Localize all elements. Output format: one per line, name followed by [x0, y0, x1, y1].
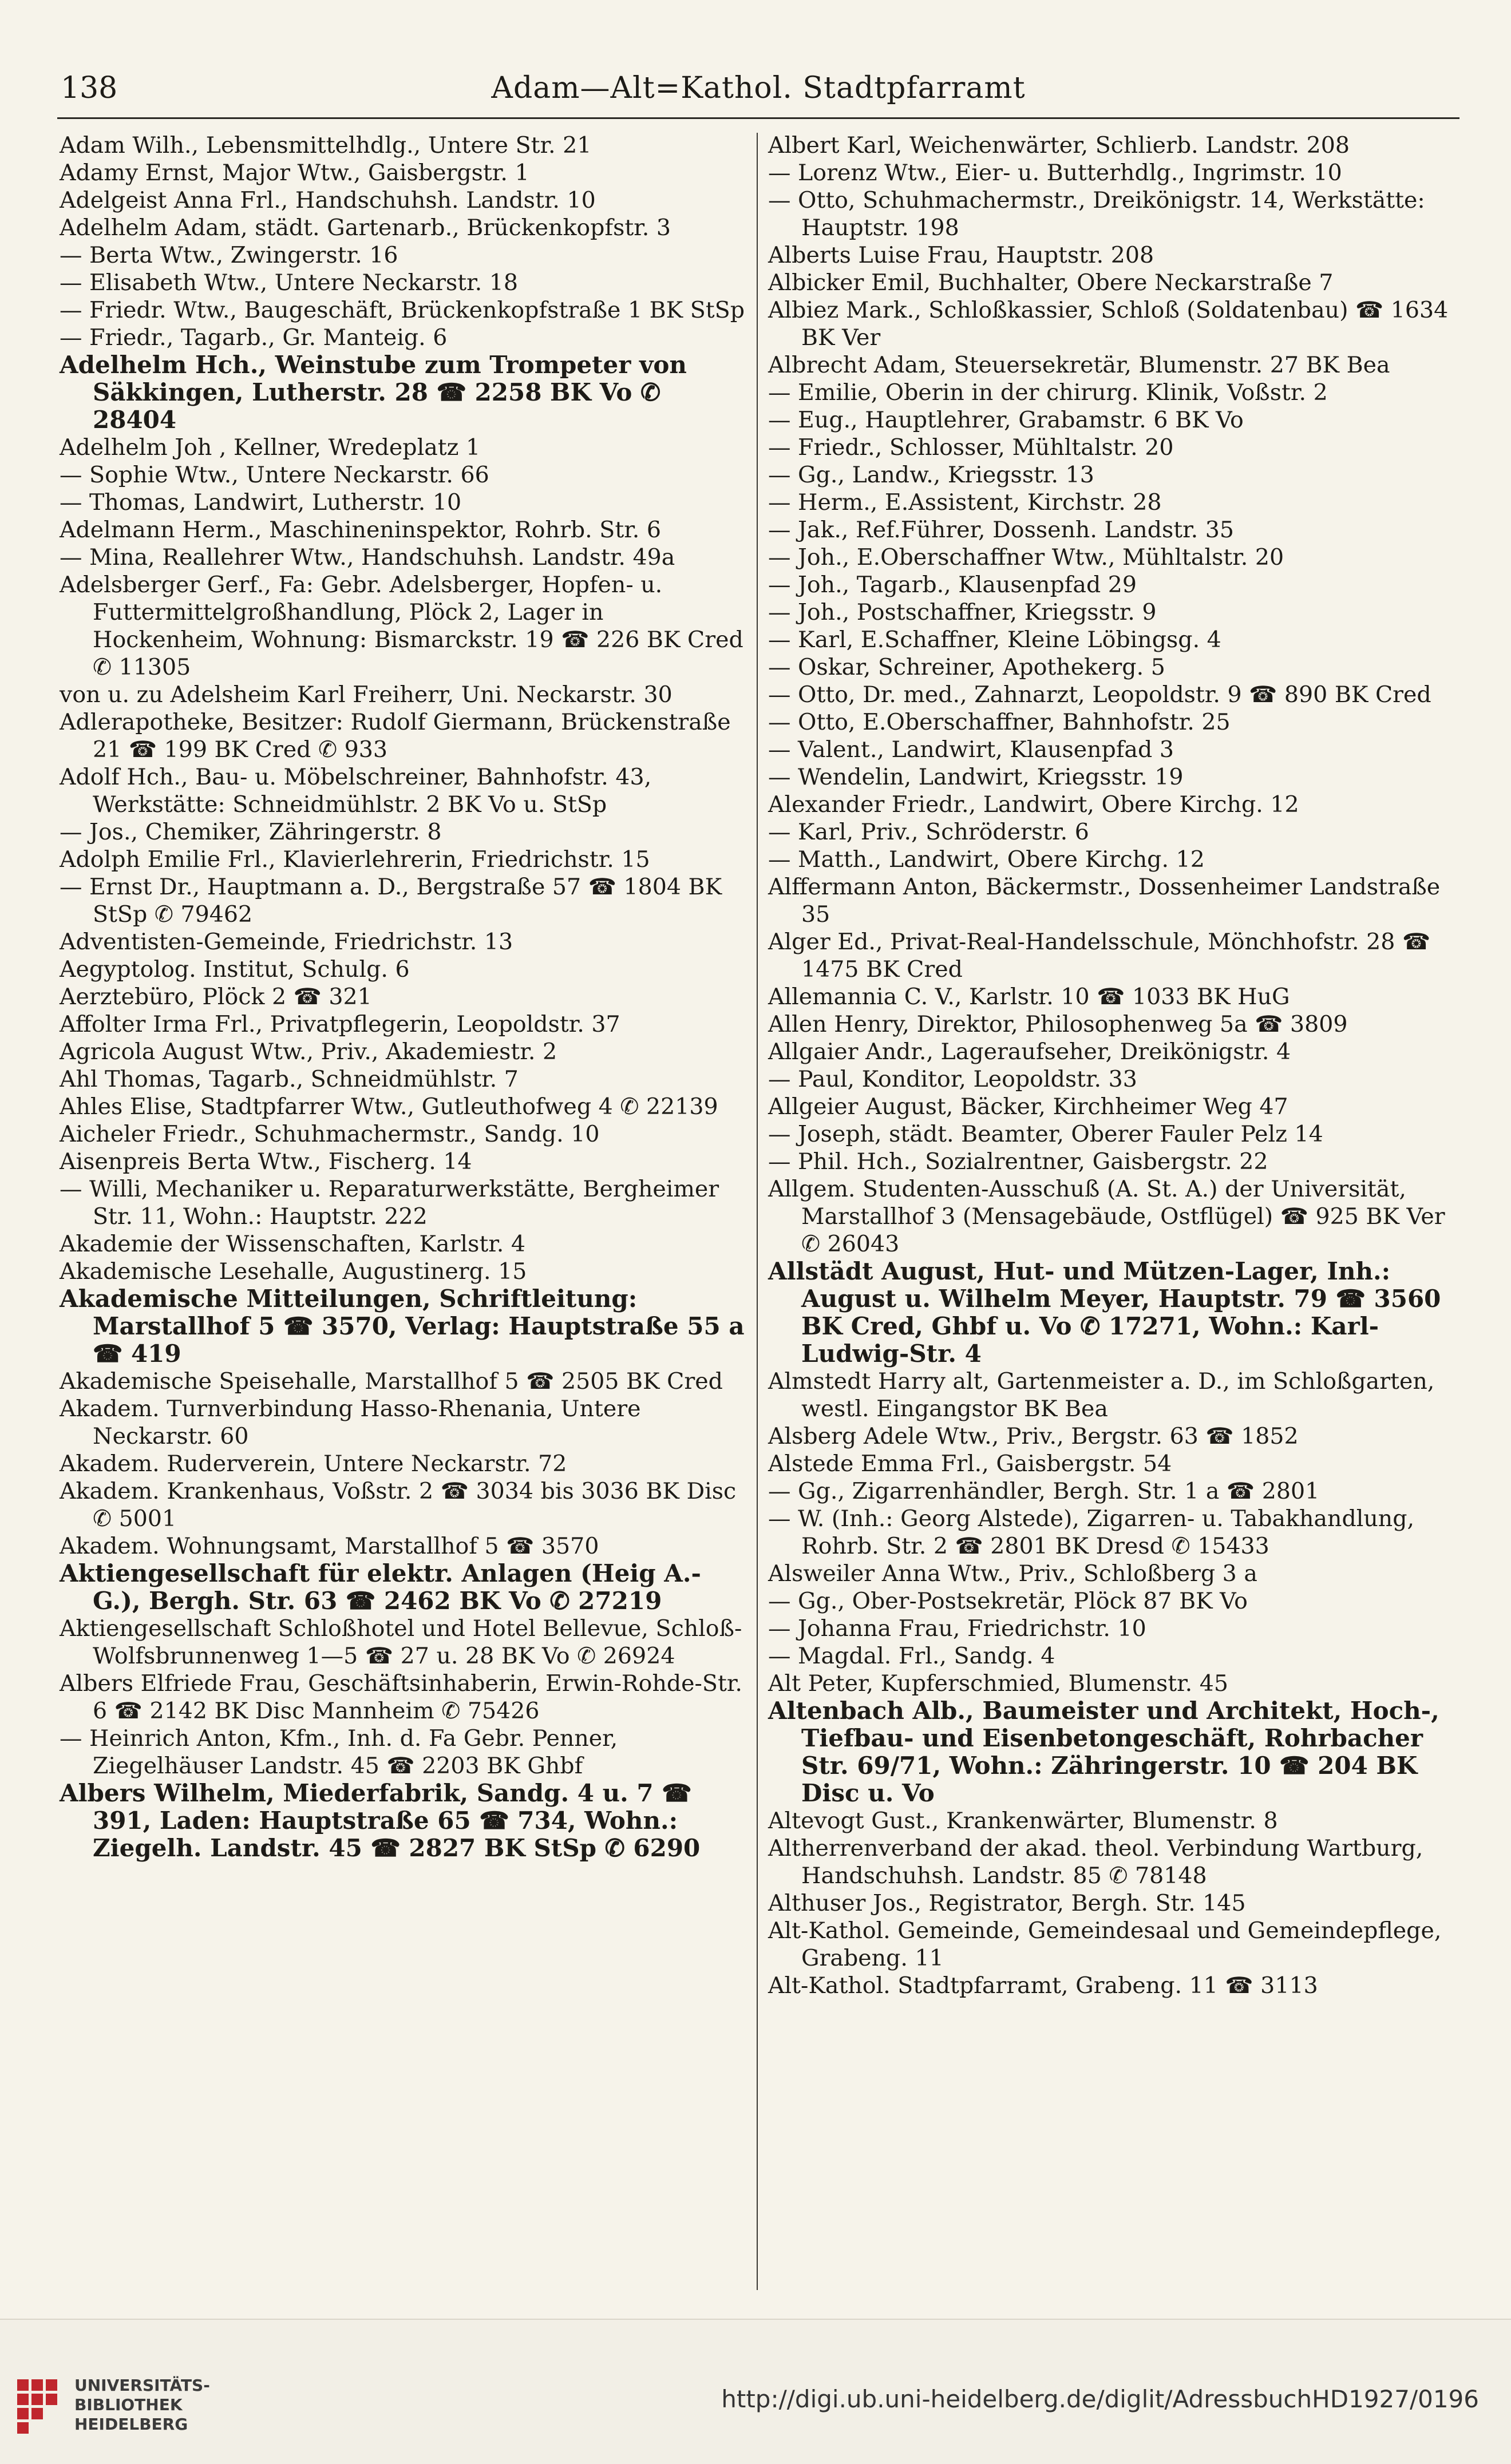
directory-entry: Adventisten-Gemeinde, Friedrichstr. 13 [60, 929, 513, 955]
directory-entry: — Magdal. Frl., Sandg. 4 [768, 1643, 1055, 1669]
directory-entry: Adelmann Herm., Maschineninspektor, Rohrb. Str. 6 [60, 517, 662, 543]
directory-entry: Alsberg Adele Wtw., Priv., Bergstr. 63 ☎ 1852 [768, 1423, 1299, 1449]
page-header [57, 68, 1459, 113]
directory-entry: Adelhelm Adam, städt. Gartenarb., Brückenkopfstr. 3 [60, 215, 671, 241]
directory-entry: Akadem. Ruderverein, Untere Neckarstr. 72 [60, 1451, 567, 1477]
directory-entry: Albicker Emil, Buchhalter, Obere Neckarstraße 7 [768, 270, 1334, 296]
directory-entry: von u. zu Adelsheim Karl Freiherr, Uni. Neckarstr. 30 [60, 682, 673, 708]
directory-entry: Agricola August Wtw., Priv., Akademiestr. 2 [60, 1039, 557, 1065]
directory-entry: — Elisabeth Wtw., Untere Neckarstr. 18 [60, 270, 519, 296]
directory-entry: Ahles Elise, Stadtpfarrer Wtw., Gutleuthofweg 4 ✆ 22139 [60, 1094, 718, 1120]
directory-entry: — Sophie Wtw., Untere Neckarstr. 66 [60, 462, 489, 488]
directory-entry: Akadem. Krankenhaus, Voßstr. 2 ☎ 3034 bis 3036 BK Disc ✆ 5001 [60, 1478, 737, 1532]
directory-entry: Affolter Irma Frl., Privatpflegerin, Leopoldstr. 37 [60, 1011, 620, 1037]
directory-entry: Aktiengesellschaft Schloßhotel und Hotel Bellevue, Schloß-Wolfsbrunnenweg 1—5 ☎ 27 u. 28 BK Vo ✆ 26924 [60, 1615, 742, 1669]
directory-entry: — Joh., Tagarb., Klausenpfad 29 [768, 572, 1137, 598]
running-title: Adam—Alt=Kathol. Stadtpfarramt [491, 71, 1026, 105]
header-rule [57, 117, 1459, 119]
directory-entry: — Willi, Mechaniker u. Reparaturwerkstätte, Bergheimer Str. 11, Wohn.: Hauptstr. 222 [60, 1176, 719, 1230]
left-column [60, 132, 746, 1862]
directory-entry: — Karl, E.Schaffner, Kleine Löbingsg. 4 [768, 627, 1221, 653]
library-name [74, 2376, 210, 2434]
directory-entry: Allgem. Studenten-Ausschuß (A. St. A.) der Universität, Marstallhof 3 (Mensagebäude, Ostflügel) ☎ 925 BK Ver ✆ 26043 [768, 1176, 1445, 1257]
right-column [768, 132, 1455, 1999]
directory-entry: Albers Elfriede Frau, Geschäftsinhaberin, Erwin-Rohde-Str. 6 ☎ 2142 BK Disc Mannheim ✆ 75426 [60, 1670, 742, 1724]
directory-entry: Alffermann Anton, Bäckermstr., Dossenheimer Landstraße 35 [768, 874, 1441, 928]
directory-entry: — Ernst Dr., Hauptmann a. D., Bergstraße 57 ☎ 1804 BK StSp ✆ 79462 [60, 874, 722, 928]
directory-entry: Aerztebüro, Plöck 2 ☎ 321 [60, 984, 372, 1010]
directory-entry: Alt Peter, Kupferschmied, Blumenstr. 45 [768, 1670, 1229, 1697]
directory-entry: Allgaier Andr., Lageraufseher, Dreikönigstr. 4 [768, 1039, 1291, 1065]
directory-entry: Akademische Lesehalle, Augustinerg. 15 [60, 1258, 527, 1285]
directory-entry: — Gg., Ober-Postsekretär, Plöck 87 BK Vo [768, 1588, 1248, 1614]
directory-entry: Adlerapotheke, Besitzer: Rudolf Giermann, Brückenstraße 21 ☎ 199 BK Cred ✆ 933 [60, 709, 731, 763]
directory-entry: — Joh., Postschaffner, Kriegsstr. 9 [768, 599, 1157, 625]
directory-entry: — Lorenz Wtw., Eier- u. Butterhdlg., Ingrimstr. 10 [768, 160, 1342, 186]
directory-entry: Aktiengesellschaft für elektr. Anlagen (Heig A.-G.), Bergh. Str. 63 ☎ 2462 BK Vo ✆ 27219 [60, 1559, 701, 1615]
directory-entry: — Johanna Frau, Friedrichstr. 10 [768, 1615, 1146, 1642]
directory-entry: Alt-Kathol. Stadtpfarramt, Grabeng. 11 ☎ 3113 [768, 1972, 1318, 1999]
directory-entry: Altevogt Gust., Krankenwärter, Blumenstr. 8 [768, 1808, 1278, 1834]
directory-entry: — Paul, Konditor, Leopoldstr. 33 [768, 1066, 1137, 1092]
directory-entry: Aegyptolog. Institut, Schulg. 6 [60, 956, 410, 983]
directory-entry: Albert Karl, Weichenwärter, Schlierb. Landstr. 208 [768, 132, 1350, 159]
directory-entry: — Friedr., Tagarb., Gr. Manteig. 6 [60, 324, 448, 351]
directory-entry: Adamy Ernst, Major Wtw., Gaisbergstr. 1 [60, 160, 529, 186]
directory-entry: Akademische Speisehalle, Marstallhof 5 ☎ 2505 BK Cred [60, 1368, 723, 1395]
directory-entry: Allstädt August, Hut- und Mützen-Lager, Inh.: August u. Wilhelm Meyer, Hauptstr. 79 ☎ 3560 BK Cred, Ghbf u. Vo ✆ 17271, Wohn.: Karl-Ludwig-Str. 4 [768, 1257, 1441, 1368]
directory-entry: Allgeier August, Bäcker, Kirchheimer Weg 47 [768, 1094, 1288, 1120]
directory-entry: Altenbach Alb., Baumeister und Architekt, Hoch-, Tiefbau- und Eisenbetongeschäft, Rohrbacher Str. 69/71, Wohn.: Zähringerstr. 10 ☎ 204 BK Disc u. Vo [768, 1697, 1439, 1807]
directory-entry: — Wendelin, Landwirt, Kriegsstr. 19 [768, 764, 1184, 790]
directory-entry: Althuser Jos., Registrator, Bergh. Str. 145 [768, 1890, 1246, 1916]
directory-entry: — Joseph, städt. Beamter, Oberer Fauler Pelz 14 [768, 1121, 1323, 1147]
directory-entry: Aicheler Friedr., Schuhmachermstr., Sandg. 10 [60, 1121, 600, 1147]
directory-entry: — Emilie, Oberin in der chirurg. Klinik, Voßstr. 2 [768, 379, 1328, 406]
directory-entry: Almstedt Harry alt, Gartenmeister a. D., im Schloßgarten, westl. Eingangstor BK Bea [768, 1368, 1435, 1422]
directory-entry: — Friedr., Schlosser, Mühltalstr. 20 [768, 434, 1174, 461]
directory-entry: Alexander Friedr., Landwirt, Obere Kirchg. 12 [768, 791, 1299, 818]
directory-entry: Adelsberger Gerf., Fa: Gebr. Adelsberger, Hopfen- u. Futtermittelgroßhandlung, Plöck 2, Lager in Hockenheim, Wohnung: Bismarckstr. 19 ☎ 226 BK Cred ✆ 11305 [60, 572, 743, 680]
directory-entry: — Gg., Landw., Kriegsstr. 13 [768, 462, 1094, 488]
directory-entry: — Jos., Chemiker, Zähringerstr. 8 [60, 819, 442, 845]
directory-entry: Alberts Luise Frau, Hauptstr. 208 [768, 242, 1154, 268]
directory-entry: Adelgeist Anna Frl., Handschuhsh. Landstr. 10 [60, 187, 596, 213]
footer [0, 2319, 1511, 2464]
directory-entry: Akadem. Wohnungsamt, Marstallhof 5 ☎ 3570 [60, 1533, 599, 1559]
library-name-line: HEIDELBERG [74, 2415, 188, 2434]
directory-entry: Allen Henry, Direktor, Philosophenweg 5a ☎ 3809 [768, 1011, 1348, 1037]
directory-entry: Adelhelm Joh , Kellner, Wredeplatz 1 [60, 434, 481, 461]
directory-entry: — Jak., Ref.Führer, Dossenh. Landstr. 35 [768, 517, 1235, 543]
directory-entry: Altherrenverband der akad. theol. Verbindung Wartburg, Handschuhsh. Landstr. 85 ✆ 78148 [768, 1835, 1423, 1889]
directory-entry: — Otto, Schuhmachermstr., Dreikönigstr. 14, Werkstätte: Hauptstr. 198 [768, 187, 1425, 241]
directory-entry: Akadem. Turnverbindung Hasso-Rhenania, Untere Neckarstr. 60 [60, 1396, 641, 1449]
directory-entry: — Joh., E.Oberschaffner Wtw., Mühltalstr. 20 [768, 544, 1284, 571]
directory-entry: Ahl Thomas, Tagarb., Schneidmühlstr. 7 [60, 1066, 519, 1092]
directory-entry: Alsweiler Anna Wtw., Priv., Schloßberg 3 a [768, 1560, 1257, 1587]
footer-rule [0, 2319, 1511, 2320]
directory-entry: Alt-Kathol. Gemeinde, Gemeindesaal und Gemeindepflege, Grabeng. 11 [768, 1918, 1442, 1971]
directory-entry: — Otto, Dr. med., Zahnarzt, Leopoldstr. 9 ☎ 890 BK Cred [768, 682, 1431, 708]
directory-entry: Allemannia C. V., Karlstr. 10 ☎ 1033 BK HuG [768, 984, 1290, 1010]
directory-entry: — Berta Wtw., Zwingerstr. 16 [60, 242, 398, 268]
directory-entry: — Karl, Priv., Schröderstr. 6 [768, 819, 1089, 845]
directory-entry: — Thomas, Landwirt, Lutherstr. 10 [60, 489, 462, 516]
directory-entry: Albrecht Adam, Steuersekretär, Blumenstr. 27 BK Bea [768, 352, 1390, 378]
directory-entry: Adam Wilh., Lebensmittelhdlg., Untere Str. 21 [60, 132, 592, 159]
directory-entry: — Gg., Zigarrenhändler, Bergh. Str. 1 a ☎ 2801 [768, 1478, 1320, 1504]
directory-entry: — W. (Inh.: Georg Alstede), Zigarren- u. Tabakhandlung, Rohrb. Str. 2 ☎ 2801 BK Dresd ✆ 15433 [768, 1506, 1415, 1559]
directory-entry: — Friedr. Wtw., Baugeschäft, Brückenkopfstraße 1 BK StSp [60, 297, 745, 323]
directory-entry: Akademische Mitteilungen, Schriftleitung: Marstallhof 5 ☎ 3570, Verlag: Hauptstraße 55 a ☎ 419 [60, 1285, 745, 1368]
directory-entry: — Valent., Landwirt, Klausenpfad 3 [768, 736, 1174, 763]
directory-entry: — Phil. Hch., Sozialrentner, Gaisbergstr. 22 [768, 1148, 1268, 1175]
directory-entry: Adolph Emilie Frl., Klavierlehrerin, Friedrichstr. 15 [60, 846, 650, 873]
column-divider [757, 133, 758, 2290]
directory-entry: — Oskar, Schreiner, Apothekerg. 5 [768, 654, 1165, 680]
university-library-logo-icon [11, 2374, 63, 2437]
directory-entry: — Mina, Reallehrer Wtw., Handschuhsh. Landstr. 49a [60, 544, 675, 571]
directory-entry: Alstede Emma Frl., Gaisbergstr. 54 [768, 1451, 1172, 1477]
directory-entry: Adelhelm Hch., Weinstube zum Trompeter von Säkkingen, Lutherstr. 28 ☎ 2258 BK Vo ✆ 28404 [60, 351, 687, 434]
directory-entry: — Heinrich Anton, Kfm., Inh. d. Fa Gebr. Penner, Ziegelhäuser Landstr. 45 ☎ 2203 BK Ghbf [60, 1725, 618, 1779]
directory-entry: — Matth., Landwirt, Obere Kirchg. 12 [768, 846, 1205, 873]
directory-entry: Alger Ed., Privat-Real-Handelsschule, Mönchhofstr. 28 ☎ 1475 BK Cred [768, 929, 1431, 983]
directory-entry: — Herm., E.Assistent, Kirchstr. 28 [768, 489, 1162, 516]
directory-entry: Aisenpreis Berta Wtw., Fischerg. 14 [60, 1148, 472, 1175]
directory-entry: Albers Wilhelm, Miederfabrik, Sandg. 4 u. 7 ☎ 391, Laden: Hauptstraße 65 ☎ 734, Wohn.: Ziegelh. Landstr. 45 ☎ 2827 BK StSp ✆ 6290 [60, 1779, 701, 1862]
directory-entry: Akademie der Wissenschaften, Karlstr. 4 [60, 1231, 525, 1257]
page-number: 138 [61, 71, 118, 105]
library-name-line: BIBLIOTHEK [74, 2395, 183, 2414]
directory-entry: — Eug., Hauptlehrer, Grabamstr. 6 BK Vo [768, 407, 1244, 433]
directory-entry: Adolf Hch., Bau- u. Möbelschreiner, Bahnhofstr. 43, Werkstätte: Schneidmühlstr. 2 BK Vo u. StSp [60, 764, 652, 818]
directory-entry: — Otto, E.Oberschaffner, Bahnhofstr. 25 [768, 709, 1231, 735]
library-name-line: UNIVERSITÄTS- [74, 2376, 210, 2395]
directory-entry: Albiez Mark., Schloßkassier, Schloß (Soldatenbau) ☎ 1634 BK Ver [768, 297, 1449, 351]
source-url[interactable]: http://digi.ub.uni-heidelberg.de/diglit/AdressbuchHD1927/0196 [721, 2385, 1479, 2413]
